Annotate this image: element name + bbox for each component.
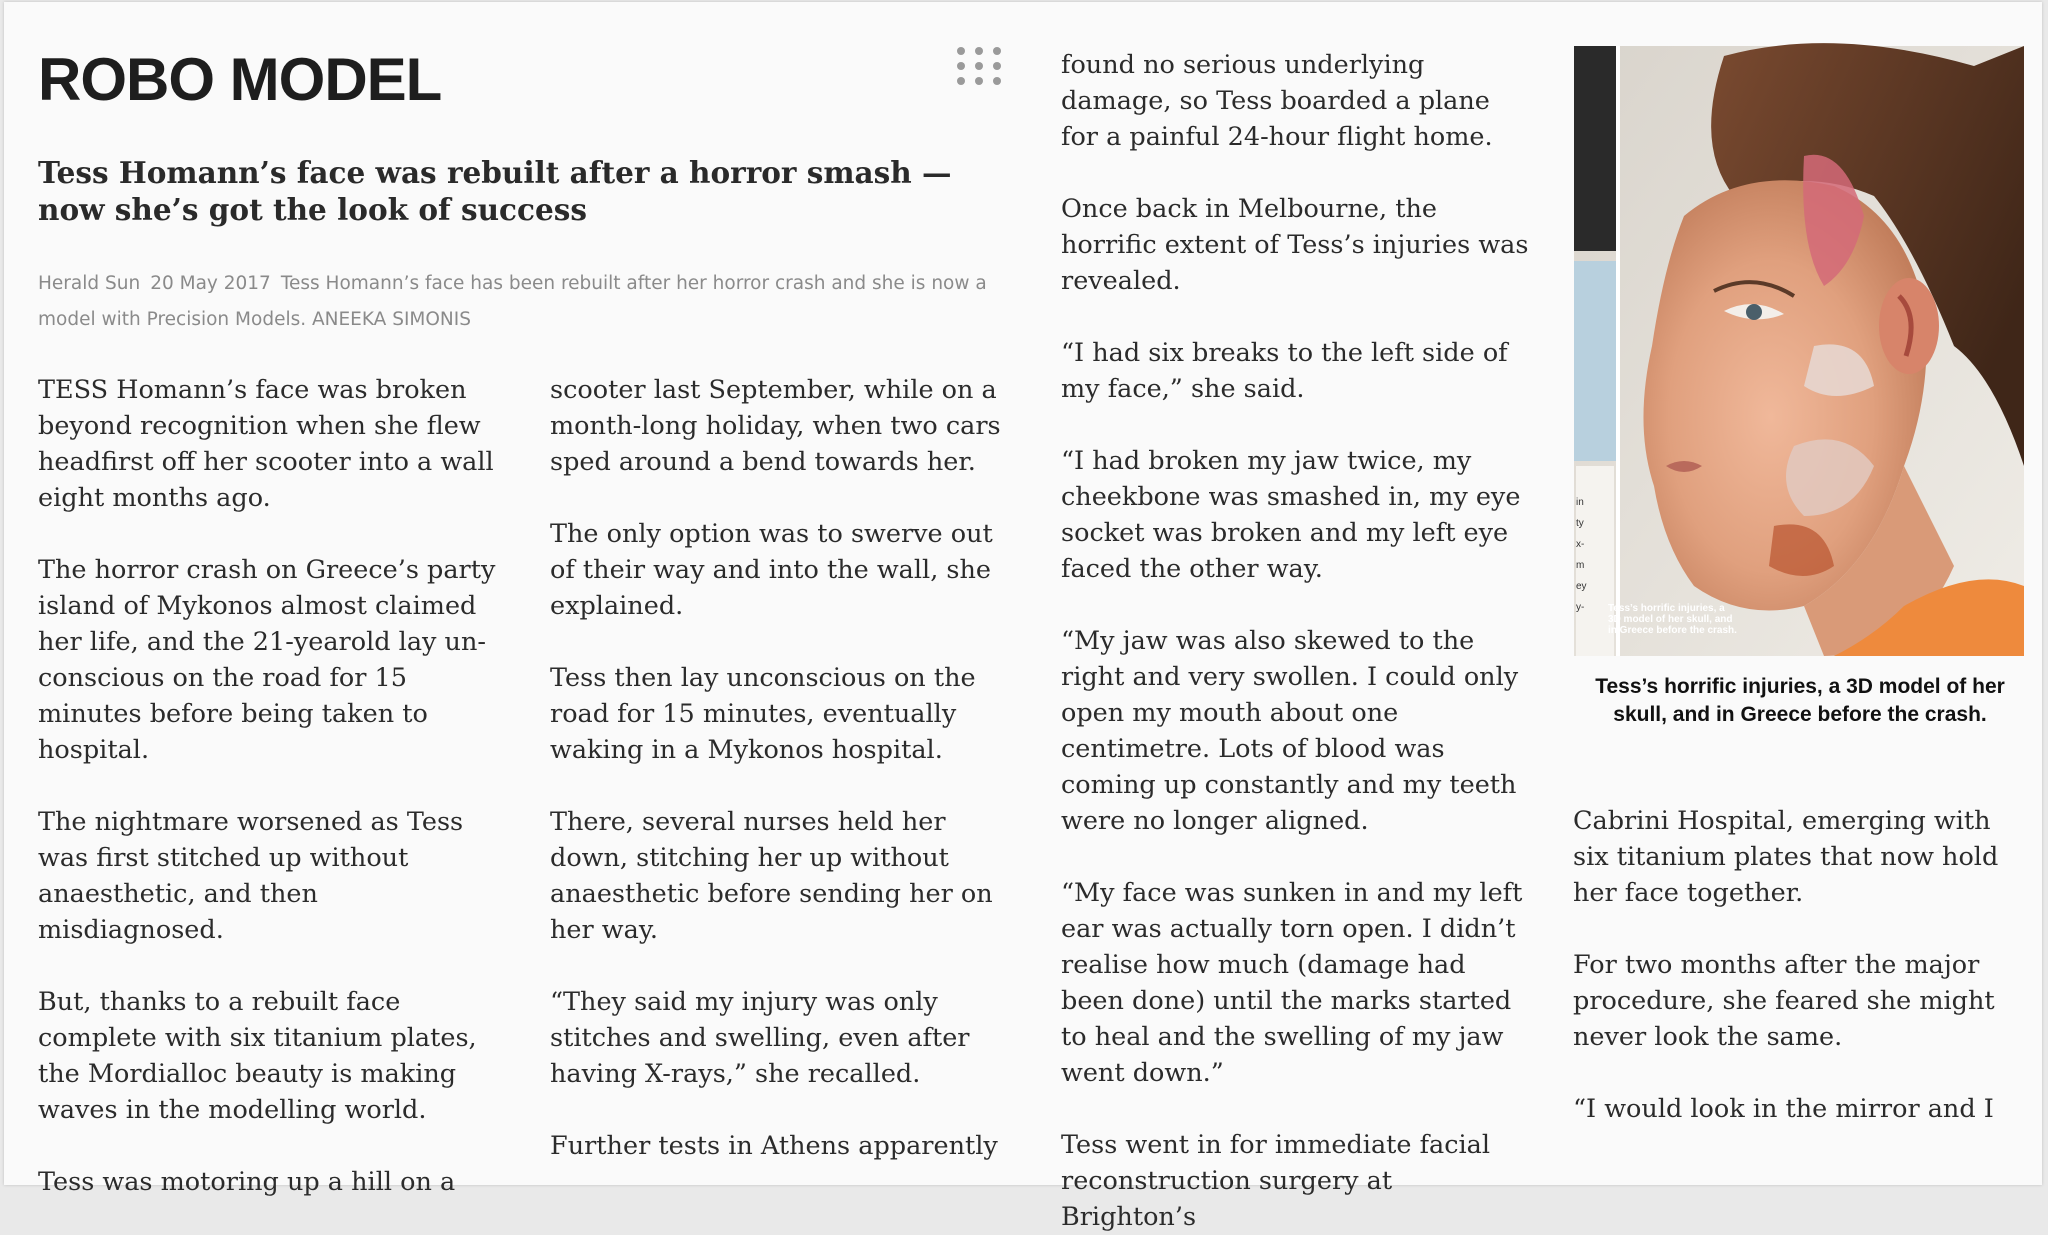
strip-letter: in [1576, 497, 1584, 508]
photo-caption: Tess’s horrific injuries, a 3D model of her skull, and in Greece before the crash. [1595, 675, 2005, 726]
photo-image [1574, 46, 2024, 656]
article-description: Tess Homann’s face has been rebuilt after her horror crash and she is now a model with Precision Models. ANEEKA SIMONIS [38, 273, 987, 330]
paragraph: But, thanks to a rebuilt face complete with six titanium plates, the Mordialloc beauty is making waves in the modelling world. [38, 987, 477, 1125]
paragraph: Tess was motoring up a hill on a [38, 1167, 456, 1197]
paragraph: The nightmare worsened as Tess was first stitched up without anaesthetic, and then misdiagnosed. [38, 807, 464, 945]
paragraph: “I had broken my jaw twice, my cheekbone was smashed in, my eye socket was broken and my left eye faced the other way. [1061, 446, 1521, 584]
article-meta [38, 266, 1018, 338]
strip-letter: y- [1576, 602, 1585, 613]
body-column-3 [1061, 47, 1531, 1235]
strip-letter: ty [1576, 518, 1584, 529]
paragraph: “I would look in the mirror and I [1573, 1094, 1994, 1124]
paragraph: Cabrini Hospital, emerging with six titanium plates that now hold her face together. [1573, 806, 1999, 908]
standfirst: Tess Homann’s face was rebuilt after a horror smash — now she’s got the look of success [38, 155, 952, 227]
paragraph: For two months after the major procedure, she feared she might never look the same. [1573, 950, 1995, 1052]
photo-side-strip-text [1576, 492, 1596, 618]
paragraph: The only option was to swerve out of their way and into the wall, she explained. [550, 519, 993, 621]
paragraph: “My jaw was also skewed to the right and very swollen. I could only open my mouth about one centimetre. Lots of blood was coming up constantly and my teeth were no longer aligned. [1061, 626, 1519, 836]
strip-letter: m [1576, 560, 1585, 571]
paragraph: “I had six breaks to the left side of my face,” she said. [1061, 338, 1508, 404]
paragraph: “They said my injury was only stitches and swelling, even after having X-rays,” she recalled. [550, 987, 970, 1089]
photo-inset-caption: Tess’s horrific injuries, a 3D model of her skull, and in Greece before the crash. [1608, 603, 1737, 636]
body-column-1 [38, 372, 498, 1200]
publish-date: 20 May 2017 [150, 273, 271, 294]
strip-letter: x- [1576, 539, 1585, 550]
body-column-4 [1573, 803, 2033, 1127]
paragraph: Tess then lay unconscious on the road for 15 minutes, eventually waking in a Mykonos hospital. [550, 663, 976, 765]
paragraph: “My face was sunken in and my left ear was actually torn open. I didn’t realise how much (damage had been done) until the marks started to heal and the swelling of my jaw went down.” [1061, 878, 1523, 1088]
article-page [4, 2, 2042, 1232]
headline: ROBO MODEL [38, 46, 442, 113]
source-name: Herald Sun [38, 273, 141, 294]
paragraph: Tess went in for immediate facial reconstruction surgery at Brighton’s [1061, 1130, 1491, 1232]
more-options-icon[interactable] [957, 47, 1005, 92]
paragraph: Further tests in Athens apparently [550, 1131, 998, 1161]
paragraph: found no serious underlying damage, so Tess boarded a plane for a painful 24-hour flight home. [1061, 50, 1493, 152]
paragraph: The horror crash on Greece’s party island of Mykonos almost claimed her life, and the 21-yearold lay unconscious on the road for 15 minutes before being taken to hospital. [38, 555, 496, 765]
paragraph: scooter last September, while on a month-long holiday, when two cars sped around a bend towards her. [550, 375, 1001, 477]
paragraph: TESS Homann’s face was broken beyond recognition when she flew headfirst off her scooter into a wall eight months ago. [38, 375, 494, 513]
paragraph: Once back in Melbourne, the horrific extent of Tess’s injuries was revealed. [1061, 194, 1529, 296]
body-column-2 [550, 372, 1010, 1164]
paragraph: There, several nurses held her down, stitching her up without anaesthetic before sending her on her way. [550, 807, 993, 945]
article-photo[interactable] [1574, 46, 2024, 656]
strip-letter: ey [1576, 581, 1587, 592]
